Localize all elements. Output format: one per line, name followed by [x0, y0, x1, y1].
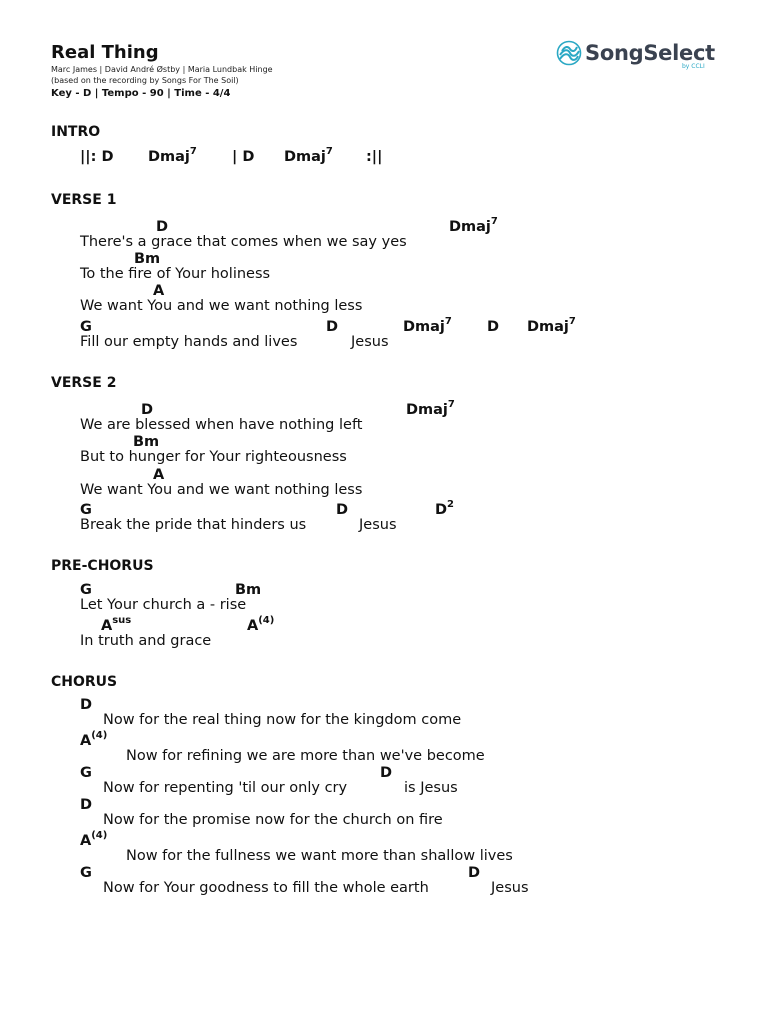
v1-chord-d-2: D: [326, 319, 339, 335]
chord-root: Dmaj: [148, 149, 190, 165]
c-line-5: Now for the fullness we want more than shallow lives: [126, 848, 513, 864]
song-title: Real Thing: [51, 42, 159, 63]
c-line-6a: Now for Your goodness to fill the whole earth: [103, 880, 429, 896]
song-authors: Marc James | David André Østby | Maria Lundbak Hinge: [51, 65, 273, 74]
chord-root: Dmaj: [527, 319, 569, 335]
intro-chord-open: ||: D: [80, 149, 114, 165]
chord-root: A: [80, 833, 92, 849]
v1-line-2: To the fire of Your holiness: [80, 266, 271, 282]
v1-chord-bm: Bm: [134, 251, 161, 267]
chord-root: Dmaj: [403, 319, 445, 335]
recording-note: (based on the recording by Songs For The Soil): [51, 76, 239, 85]
chord-extension: (4): [91, 830, 108, 842]
pc-chord-g: G: [80, 582, 92, 598]
chord-extension: 7: [325, 146, 333, 158]
v1-line-4b: Jesus: [351, 334, 389, 350]
pc-line-2: In truth and grace: [80, 633, 212, 649]
chord-extension: 7: [568, 316, 576, 328]
c-line-3a: Now for repenting 'til our only cry: [103, 780, 348, 796]
key-tempo-time: Key - D | Tempo - 90 | Time - 4/4: [51, 88, 231, 99]
c-line-4: Now for the promise now for the church on fire: [103, 812, 443, 828]
c-chord-a4-2: [80, 832, 107, 850]
v1-line-3: We want You and we want nothing less: [80, 298, 363, 314]
v2-chord-d-2: D: [336, 502, 349, 518]
chord-extension: sus: [112, 615, 132, 627]
c-chord-d-3: D: [80, 797, 93, 813]
songselect-wave-icon: [556, 40, 582, 66]
c-line-6b: Jesus: [491, 880, 529, 896]
v2-line-2: But to hunger for Your righteousness: [80, 449, 347, 465]
c-line-1: Now for the real thing now for the kingdom come: [103, 712, 462, 728]
pc-chord-bm: Bm: [235, 582, 262, 598]
v2-line-4b: Jesus: [359, 517, 397, 533]
chord-root: Dmaj: [284, 149, 326, 165]
chord-root: A: [101, 618, 113, 634]
section-intro: INTRO: [51, 124, 101, 140]
c-chord-a4: [80, 732, 107, 750]
section-pre-chorus: PRE-CHORUS: [51, 558, 154, 574]
v1-chord-d-3: D: [487, 319, 500, 335]
chord-root: Dmaj: [406, 402, 448, 418]
chord-extension: 7: [444, 316, 452, 328]
songselect-logo: [556, 38, 721, 74]
section-verse-1: VERSE 1: [51, 192, 117, 208]
v2-chord-g: G: [80, 502, 92, 518]
v1-chord-dmaj7-2: [403, 318, 452, 336]
c-chord-g: G: [80, 765, 92, 781]
pc-line-1: Let Your church a - rise: [80, 597, 247, 613]
v1-chord-a: A: [153, 283, 165, 299]
v2-chord-d: D: [141, 402, 154, 418]
chord-extension: 7: [189, 146, 197, 158]
chord-extension: 7: [447, 399, 455, 411]
v1-chord-g: G: [80, 319, 92, 335]
v2-chord-d2: [435, 501, 454, 519]
chord-root: Dmaj: [449, 219, 491, 235]
chord-root: D: [435, 502, 448, 518]
c-chord-d: D: [80, 697, 93, 713]
pc-chord-a4: [247, 617, 274, 635]
c-chord-d-4: D: [468, 865, 481, 881]
v2-chord-a: A: [153, 467, 165, 483]
v2-chord-bm: Bm: [133, 434, 160, 450]
chord-extension: 7: [490, 216, 498, 228]
v2-line-4a: Break the pride that hinders us: [80, 517, 307, 533]
section-chorus: CHORUS: [51, 674, 118, 690]
logo-byline: by CCLI: [682, 63, 705, 70]
logo-wordmark: SongSelect: [585, 41, 715, 65]
v2-line-3: We want You and we want nothing less: [80, 482, 363, 498]
chord-root: A: [80, 733, 92, 749]
v1-line-1: There's a grace that comes when we say yes: [80, 234, 407, 250]
intro-chord-close: :||: [366, 149, 383, 165]
intro-chord-dmaj7: [148, 148, 197, 166]
v2-line-1: We are blessed when have nothing left: [80, 417, 363, 433]
chord-extension: (4): [91, 730, 108, 742]
c-chord-g-2: G: [80, 865, 92, 881]
c-line-2: Now for refining we are more than we've become: [126, 748, 485, 764]
intro-chord-dmaj7-2: [284, 148, 333, 166]
v1-line-4a: Fill our empty hands and lives: [80, 334, 298, 350]
chord-root: A: [247, 618, 259, 634]
chord-extension: 2: [447, 499, 455, 511]
v2-chord-dmaj7: [406, 401, 455, 419]
intro-chord-mid: | D: [232, 149, 255, 165]
c-line-3b: is Jesus: [404, 780, 458, 796]
v1-chord-dmaj7-3: [527, 318, 576, 336]
v1-chord-d: D: [156, 219, 169, 235]
c-chord-d-2: D: [380, 765, 393, 781]
section-verse-2: VERSE 2: [51, 375, 117, 391]
chord-extension: (4): [258, 615, 275, 627]
v1-chord-dmaj7: [449, 218, 498, 236]
